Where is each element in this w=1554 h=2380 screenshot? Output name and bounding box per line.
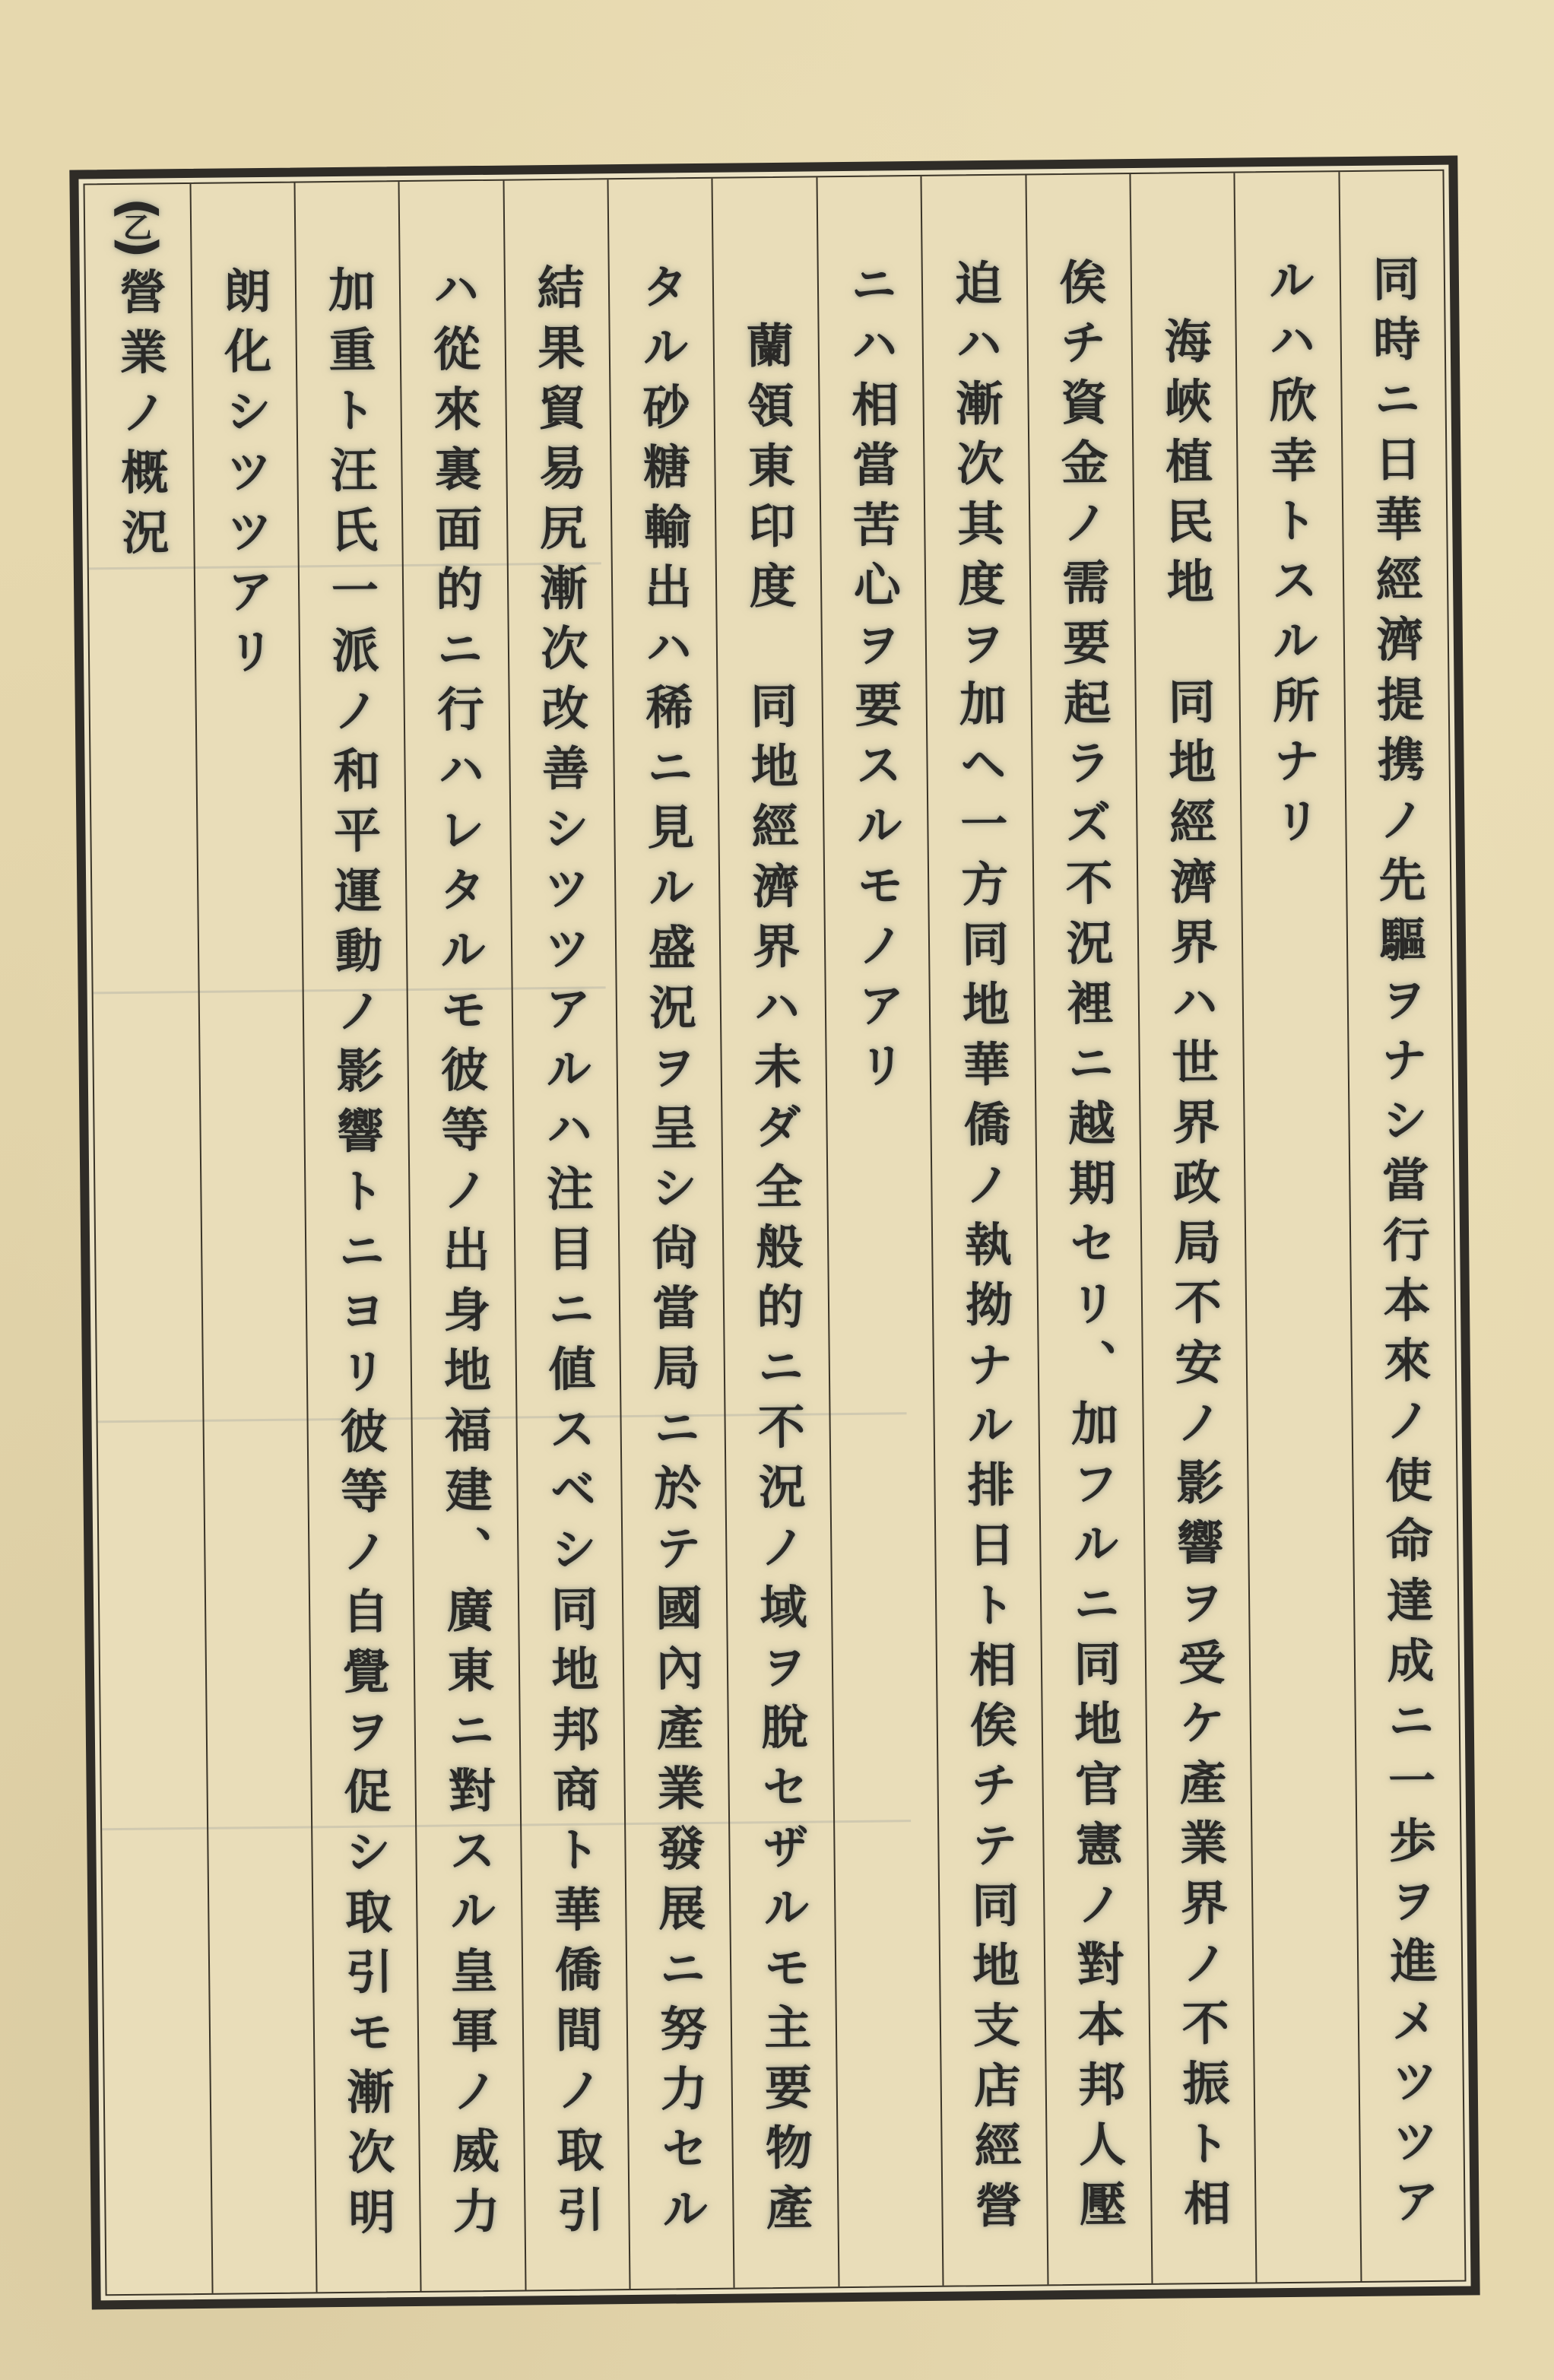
- column-text: 加重ト汪氏一派ノ和平運動ノ影響トニヨリ彼等ノ自覺ヲ促シ取引モ漸次明: [319, 265, 397, 2248]
- column-text: 同時ニ日華經濟提携ノ先驅ヲナシ當行本來ノ使命達成ニ一歩ヲ進メツツア: [1364, 254, 1441, 2237]
- column-text: 俟チ資金ノ需要起ラズ不況裡ニ越期セリ、加フルニ同地官憲ノ對本邦人壓: [1051, 257, 1127, 2240]
- region-heading-dutch-east-indies: 蘭領東印度: [738, 320, 798, 622]
- text-column: [816, 176, 942, 2286]
- text-column: [398, 181, 525, 2291]
- text-column: [189, 183, 316, 2293]
- column-text: 同地經濟界ハ未ダ全般的ニ不況ノ域ヲ脫セザルモ主要物產: [742, 681, 814, 2244]
- column-text: 同地經濟界ハ世界政局不安ノ影響ヲ受ケ產業界ノ不振ト相: [1159, 676, 1232, 2239]
- column-text: 結果貿易尻漸次改善シツツアルハ注目ニ値スベシ同地邦商ト華僑間ノ取引: [528, 262, 605, 2246]
- section-heading-column: [85, 184, 211, 2294]
- column-text: タル砂糖輸出ハ稀ニ見ル盛況ヲ呈シ尙當局ニ於テ國內產業發展ニ努力セル: [633, 262, 710, 2245]
- text-column: [1129, 173, 1255, 2283]
- section-heading-business-overview: 營業ノ概況: [111, 267, 170, 569]
- text-column: [607, 179, 733, 2289]
- text-column: [1338, 171, 1464, 2281]
- column-text: ニハ相當苦心ヲ要スルモノアリ: [842, 259, 907, 1101]
- text-column: [293, 182, 420, 2292]
- text-column: [712, 177, 838, 2287]
- text-column: [921, 175, 1047, 2285]
- text-column: [1025, 174, 1151, 2284]
- text-column: [503, 179, 629, 2290]
- text-columns: [85, 171, 1465, 2295]
- column-text: ハ從來裏面的ニ行ハレタルモ彼等ノ出身地福建、廣東ニ對スル皇軍ノ威力: [424, 263, 501, 2247]
- text-column: [1234, 172, 1360, 2282]
- marker-label: 乙: [122, 211, 153, 245]
- marker-open-paren: (: [108, 197, 167, 221]
- region-heading-straits-settlements: 海峽植民地: [1156, 316, 1215, 617]
- inner-rule-box: [84, 170, 1467, 2296]
- column-text: 朗化シツツアリ: [215, 265, 276, 687]
- section-marker: [85, 197, 190, 259]
- marker-close-paren: ): [109, 235, 168, 259]
- column-text: ルハ欣幸トスル所ナリ: [1260, 255, 1322, 857]
- page-frame: [69, 156, 1479, 2310]
- column-text: 迫ハ漸次其度ヲ加ヘ一方同地華僑ノ執拗ナル排日ト相俟チテ同地支店經營: [947, 258, 1023, 2242]
